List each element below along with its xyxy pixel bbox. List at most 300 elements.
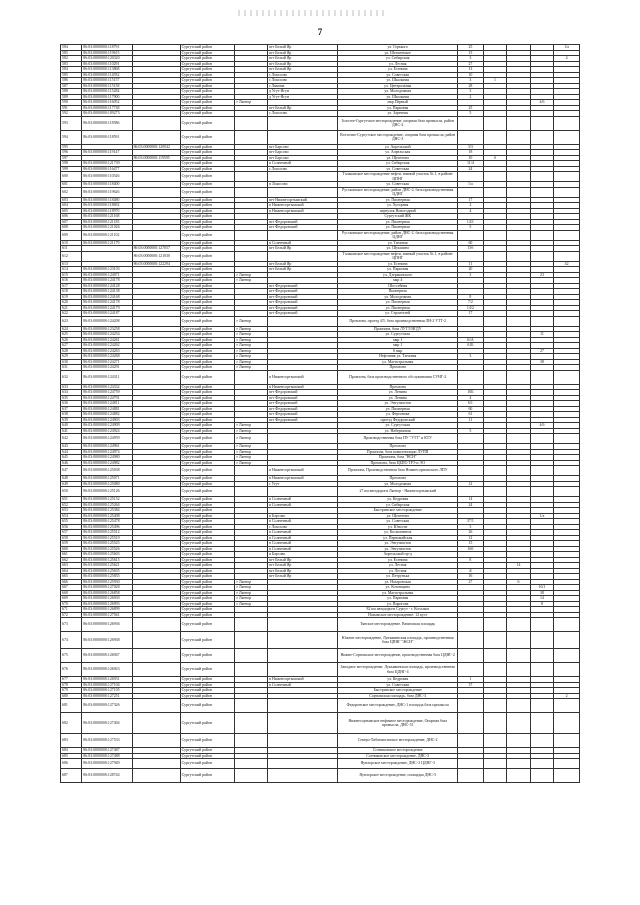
district-cell: Сургутский район [180,294,235,300]
row-number-cell: 665 [61,574,82,580]
address-object-cell: ул. Энтузиастов [338,546,458,552]
settlement-cell: п Солнечный [267,161,337,167]
address-object-cell: 82 км автодороги Сургут - г. Когалым [338,607,458,613]
house-number-cell: 3/3 [458,144,484,150]
unit-number-cell: 1/а [554,45,580,51]
unit-number-cell [554,116,580,130]
settlement-cell: с Локосово [267,78,337,84]
city-cell [235,663,267,677]
city-cell [235,466,267,476]
cadastral-number-cell: 86:03:0000000:123258 [82,326,132,332]
district-cell: Сургутский район [180,412,235,418]
cadastral-number-cell: 86:03:0000000:124759 [82,390,132,396]
settlement-cell: п Нижнесортымский [267,370,337,384]
row-number-cell: 684 [61,748,82,754]
settlement-cell: пгт Федоровский [267,412,337,418]
address-object-cell: ул. Петрунька [338,574,458,580]
district-cell: Сургутский район [180,390,235,396]
district-cell: Сургутский район [180,734,235,748]
house-number-cell: 10 [458,155,484,161]
settlement-cell: пгт Барсово [267,144,337,150]
district-cell: Сургутский район [180,359,235,365]
cadastral-number-alt-cell [132,734,180,748]
settlement-cell: пгт Федоровский [267,395,337,401]
cadastral-number-cell: 86:03:0000000:123103 [82,267,132,273]
house-number-cell: 28 [458,83,484,89]
district-cell: Сургутский район [180,663,235,677]
settlement-cell: п Солнечный [267,497,337,503]
house-number-cell: 24 [458,502,484,508]
settlement-cell: пгт Белый Яр [267,557,337,563]
house-number-cell: 26 [458,530,484,536]
row-number-cell: 642 [61,434,82,444]
district-cell: Сургутский район [180,759,235,769]
settlement-cell: пгт Федоровский [267,406,337,412]
cadastral-number-cell: 86:03:0000000:124168 [82,294,132,300]
settlement-cell: пгт Федоровский [267,390,337,396]
cadastral-number-cell: 86:03:0000000:124179 [82,305,132,311]
building-letter-cell [483,434,506,444]
settlement-cell: пгт Федоровский [267,311,337,317]
building-letter-cell: 1 [483,78,506,84]
unit-number-cell [554,434,580,444]
city-cell: г Лянтор [235,278,267,284]
district-cell: Сургутский район [180,713,235,734]
house-number-cell: 8 [458,294,484,300]
cadastral-number-cell: 86:03:0000000:124268 [82,354,132,360]
house-number-cell: 3 [458,56,484,62]
city-cell: г Лянтор [235,585,267,591]
cadastral-number-cell: 86:03:0000000:124291 [82,365,132,371]
address-object-cell: ул. Школьная [338,78,458,84]
row-number-cell: 588 [61,89,82,95]
address-object-cell: Русскинское месторождение, район ДНС-2, база производственная ЦДНГ [338,230,458,240]
row-number-cell: 649 [61,481,82,487]
city-cell [235,370,267,384]
settlement-cell: с Локосово [267,166,337,172]
structure-number-cell [530,172,553,182]
table-row [61,116,580,130]
settlement-cell: пгт Федоровский [267,305,337,311]
cadastral-number-cell: 86:03:0000000:125615 [82,557,132,563]
row-number-cell: 645 [61,455,82,461]
house-number-cell: 4/ [458,568,484,574]
scan-artifact [238,10,388,16]
address-object-cell: 27 км автодороги Лянтор - Нижнесортымский [338,487,458,497]
cadastral-number-cell: 86:03:0000000:125603 [82,552,132,558]
district-cell: Сургутский район [180,508,235,514]
settlement-cell: п Нижнесортымский [267,208,337,214]
cadastral-number-cell: 86:03:0000000:124271 [82,359,132,365]
settlement-cell: п Нижнесортымский [267,677,337,683]
address-object-cell: Талаканское месторождение нефти, южный участок № 1, в районе ЦПНГ [338,251,458,261]
row-number-cell: 632 [61,370,82,384]
settlement-cell: пгт Белый Яр [267,246,337,252]
address-object-cell: мкр 4 [338,278,458,284]
building-letter-cell [483,466,506,476]
city-cell [235,116,267,130]
cadastral-number-cell: 86:03:0000000:109273 [82,111,132,117]
address-object-cell: Промзона [338,384,458,390]
structure-number-cell [530,116,553,130]
row-number-cell: 668 [61,590,82,596]
cadastral-number-cell: 86:03:0000000:124071 [82,272,132,278]
building-letter-cell [483,713,506,734]
structure-number-cell [530,734,553,748]
row-number-cell: 595 [61,144,82,150]
district-cell: Сургутский район [180,519,235,525]
building-letter-cell [483,172,506,182]
city-cell: г Лянтор [235,343,267,349]
address-object-cell: ул. Энтузиастов [338,541,458,547]
cadastral-number-cell: 86:03:0000000:124311 [82,370,132,384]
address-object-cell: мкр 1 [338,337,458,343]
row-number-cell: 643 [61,444,82,450]
row-number-cell: 597 [61,155,82,161]
settlement-cell: пгт Федоровский [267,294,337,300]
table-row [61,713,580,734]
city-cell: г Лянтор [235,354,267,360]
settlement-cell: пгт Белый Яр [267,50,337,56]
row-number-cell: 679 [61,688,82,694]
block-number-cell [507,316,530,326]
building-letter-cell [483,734,506,748]
row-number-cell: 593 [61,116,82,130]
district-cell: Сургутский район [180,172,235,182]
house-number-cell [458,713,484,734]
row-number-cell: 658 [61,535,82,541]
row-number-cell: 605 [61,208,82,214]
address-object-cell: Быстринское месторождение [338,508,458,514]
building-letter-cell [483,663,506,677]
building-letter-cell [483,116,506,130]
row-number-cell: 681 [61,699,82,713]
city-cell: г Лянтор [235,272,267,278]
row-number-cell: 627 [61,343,82,349]
structure-number-cell [530,130,553,144]
cadastral-number-cell: 86:03:0000000:118480 [82,197,132,203]
structure-number-cell [530,187,553,197]
address-object-cell: ул. Сибирская [338,56,458,62]
district-cell: Сургутский район [180,272,235,278]
cadastral-number-alt-cell [132,759,180,769]
house-number-cell: 60 [458,240,484,246]
unit-number-cell [554,316,580,326]
address-object-cell: Производственная база ПУ "УТТ" и КТУ [338,434,458,444]
district-cell: Сургутский район [180,230,235,240]
address-object-cell: Промзона, база ЦБПО ТРЭ и ЭО [338,460,458,466]
house-number-cell: 25 [458,45,484,51]
cadastral-number-cell: 86:03:0000000:124909 [82,423,132,429]
structure-number-cell [530,230,553,240]
unit-number-cell [554,230,580,240]
table-row [61,370,580,384]
district-cell: Сургутский район [180,769,235,783]
structure-number-cell [530,649,553,663]
block-number-cell [507,487,530,497]
district-cell: Сургутский район [180,305,235,311]
cadastral-number-cell: 86:03:0000000:118791 [82,45,132,51]
address-object-cell: Южное месторождение, Лукъявинская площадь, производственная база ЦПНГ "ЖСН" [338,632,458,649]
row-number-cell: 626 [61,337,82,343]
page-header [0,0,640,40]
cadastral-number-alt-cell [132,618,180,632]
district-cell: Сургутский район [180,50,235,56]
cadastral-number-cell: 86:03:0000000:118400 [82,182,132,188]
city-cell: г Лянтор [235,316,267,326]
house-number-cell: 27 [458,61,484,67]
house-number-cell: 2 [458,203,484,209]
row-number-cell: 682 [61,713,82,734]
row-number-cell: 590 [61,100,82,106]
city-cell [235,734,267,748]
address-object-cell: ул. Сибирская [338,502,458,508]
district-cell: Сургутский район [180,267,235,273]
address-object-cell: Промзона, база "НСН" [338,455,458,461]
address-object-cell: ул. Щепетова [338,513,458,519]
cadastral-number-cell: 86:03:0000000:124791 [82,395,132,401]
settlement-cell: пгт Белый Яр [267,105,337,111]
structure-number-cell: 1/а [530,513,553,519]
structure-number-cell [530,769,553,783]
district-cell: Сургутский район [180,311,235,317]
building-letter-cell [483,230,506,240]
settlement-cell [267,251,337,261]
address-object-cell: Русскинское месторождение, район ДНС-2, база производственная ЦДНГ [338,187,458,197]
district-cell: Сургутский район [180,563,235,569]
city-cell [235,172,267,182]
district-cell: Сургутский район [180,89,235,95]
address-object-cell: 6 мкр [338,348,458,354]
row-number-cell: 687 [61,769,82,783]
city-cell [235,649,267,663]
cadastral-number-cell: 86:03:0000000:124811 [82,401,132,407]
house-number-cell: 37/1 [458,519,484,525]
house-number-cell: 14 [458,497,484,503]
structure-number-cell [530,434,553,444]
row-number-cell: 630 [61,359,82,365]
district-cell: Сургутский район [180,289,235,295]
row-number-cell: 624 [61,326,82,332]
settlement-cell: п Солнечный [267,240,337,246]
district-cell: Сургутский район [180,187,235,197]
house-number-cell: 12 [458,535,484,541]
unit-number-cell [554,699,580,713]
city-cell [235,713,267,734]
structure-number-cell [530,632,553,649]
district-cell: Сургутский район [180,546,235,552]
cadastral-number-cell: 86:03:0000000:114932 [82,72,132,78]
cadastral-number-cell: 86:03:0000000:127533 [82,734,132,748]
district-cell: Сургутский район [180,590,235,596]
address-object-cell: ул. Строителей [338,311,458,317]
cadastral-number-cell: 86:03:0000000:125126 [82,487,132,497]
address-object-cell: Промзона, база ЛУТТ/НГДУ [338,326,458,332]
row-number-cell: 669 [61,596,82,602]
address-object-cell: ул. Есенина [338,557,458,563]
building-letter-cell [483,649,506,663]
unit-number-cell [554,370,580,384]
cadastral-number-cell: 86:03:0000000:115284 [82,89,132,95]
address-object-cell: Сотниковское месторождение, ДНС-3 [338,753,458,759]
row-number-cell: 596 [61,150,82,156]
row-number-cell: 618 [61,289,82,295]
district-cell: Сургутский район [180,283,235,289]
house-number-cell [458,618,484,632]
district-cell: Сургутский район [180,316,235,326]
block-number-cell [507,759,530,769]
address-object-cell: Шоссейная [338,283,458,289]
house-number-cell: 61Б [458,343,484,349]
cadastral-number-cell: 86:03:0000000:113868 [82,67,132,73]
district-cell: Сургутский район [180,677,235,683]
block-number-cell [507,172,530,182]
house-number-cell: 20 [458,267,484,273]
settlement-cell [267,116,337,130]
settlement-cell: п Солнечный [267,519,337,525]
cadastral-number-cell: 86:03:0000000:124262 [82,343,132,349]
cadastral-number-cell: 86:03:0000000:125855 [82,574,132,580]
address-object-cell: Золотое-Сургутское месторождение, опорная база промысла, район ДНС-2 [338,116,458,130]
district-cell: Сургутский район [180,354,235,360]
block-number-cell [507,187,530,197]
row-number-cell: 589 [61,94,82,100]
block-number-cell [507,769,530,783]
district-cell: Сургутский район [180,444,235,450]
settlement-cell: пгт Нижнесортымский [267,197,337,203]
building-letter-cell [483,370,506,384]
cadastral-number-cell: 86:03:0000000:124254 [82,332,132,338]
district-cell: Сургутский район [180,150,235,156]
settlement-cell [267,759,337,769]
block-number-cell [507,618,530,632]
settlement-cell: д Угут-Ягун [267,89,337,95]
district-cell: Сургутский район [180,384,235,390]
settlement-cell: п Барсово [267,513,337,519]
district-cell: Сургутский район [180,197,235,203]
district-cell: Сургутский район [180,632,235,649]
address-object-cell: Назымское месторождение: 12 куст [338,612,458,618]
block-number-cell [507,663,530,677]
district-cell: Сургутский район [180,541,235,547]
district-cell: Сургутский район [180,460,235,466]
row-number-cell: 638 [61,412,82,418]
cadastral-number-cell: 86:03:0000000:121168 [82,214,132,220]
house-number-cell: 6/1 [458,401,484,407]
row-number-cell: 598 [61,161,82,167]
cadastral-number-alt-cell [132,316,180,326]
address-object-cell: ул. Энтузиастов [338,401,458,407]
house-number-cell: 17 [458,311,484,317]
house-number-cell [458,663,484,677]
row-number-cell: 591 [61,105,82,111]
settlement-cell: пгт Белый Яр [267,568,337,574]
district-cell: Сургутский район [180,552,235,558]
cadastral-number-cell: 86:03:0000000:125512 [82,530,132,536]
district-cell: Сургутский район [180,111,235,117]
cadastral-number-alt-cell [132,487,180,497]
cadastral-number-cell: 86:03:0000000:124332 [82,384,132,390]
district-cell: Сургутский район [180,130,235,144]
settlement-cell: с Локосово [267,72,337,78]
settlement-cell [267,434,337,444]
address-object-cell: Промзона [338,365,458,371]
block-number-cell: 6 [507,579,530,585]
cadastral-number-cell: 86:03:0000000:110291 [82,61,132,67]
district-cell: Сургутский район [180,693,235,699]
cadastral-number-cell: 86:03:0000000:125519 [82,535,132,541]
settlement-cell [267,230,337,240]
house-number-cell: 37 [458,682,484,688]
address-object-cell: ул. Молодежная [338,481,458,487]
settlement-cell: пгт Белый Яр [267,56,337,62]
cadastral-number-cell: 86:03:0000000:110526 [82,172,132,182]
row-number-cell: 621 [61,305,82,311]
district-cell: Сургутский район [180,612,235,618]
house-number-cell: 1/а [458,182,484,188]
table-row [61,316,580,326]
district-cell: Сургутский район [180,428,235,434]
city-cell: г Лянтор [235,449,267,455]
city-cell [235,187,267,197]
district-cell: Сургутский район [180,94,235,100]
row-number-cell: 640 [61,423,82,429]
house-number-cell [458,230,484,240]
table-row [61,172,580,182]
cadastral-number-cell: 86:03:0000000:124178 [82,300,132,306]
district-cell: Сургутский район [180,365,235,371]
cadastral-number-cell: 86:03:0000000:126858 [82,590,132,596]
cadastral-number-cell: 86:03:0000000:126993 [82,601,132,607]
unit-number-cell [554,759,580,769]
cadastral-number-cell: 86:03:0000000:125930 [82,579,132,585]
district-cell: Сургутский район [180,699,235,713]
address-object-cell: Талаканское месторождение нефти, южный участок № 1, в районе ЦПНГ [338,172,458,182]
house-number-cell: 27 [458,579,484,585]
district-cell: Сургутский район [180,423,235,429]
row-number-cell: 666 [61,579,82,585]
address-object-cell: ул. Советская [338,182,458,188]
address-object-cell: ул. Советская [338,682,458,688]
settlement-cell [267,649,337,663]
structure-number-cell: 4/6 [530,100,553,106]
district-cell: Сургутский район [180,535,235,541]
district-cell: Сургутский район [180,72,235,78]
cadastral-number-cell: 86:03:0000000:126923 [82,663,132,677]
city-cell: г Лянтор [235,365,267,371]
house-number-cell [458,116,484,130]
unit-number-cell: 42 [554,261,580,267]
house-number-cell: 12 [458,481,484,487]
house-number-cell [458,734,484,748]
settlement-cell [267,663,337,677]
row-number-cell: 594 [61,130,82,144]
structure-number-cell: 4/6 [530,423,553,429]
cadastral-number-cell: 86:03:0000000:126930 [82,596,132,602]
cadastral-number-cell: 86:03:0000000:124982 [82,460,132,466]
row-number-cell: 592 [61,111,82,117]
unit-number-cell [554,649,580,663]
address-object-cell: Промзона [338,444,458,450]
district-cell: Сургутский район [180,208,235,214]
house-number-cell: 7/2 [458,300,484,306]
address-object-cell: ул. Молодежная [338,89,458,95]
district-cell: Сургутский район [180,753,235,759]
address-object-cell: ул. Сургутская [338,423,458,429]
cadastral-number-cell: 86:03:0000000:125152 [82,497,132,503]
address-object-cell: ул. Магистральная [338,590,458,596]
building-letter-cell [483,130,506,144]
